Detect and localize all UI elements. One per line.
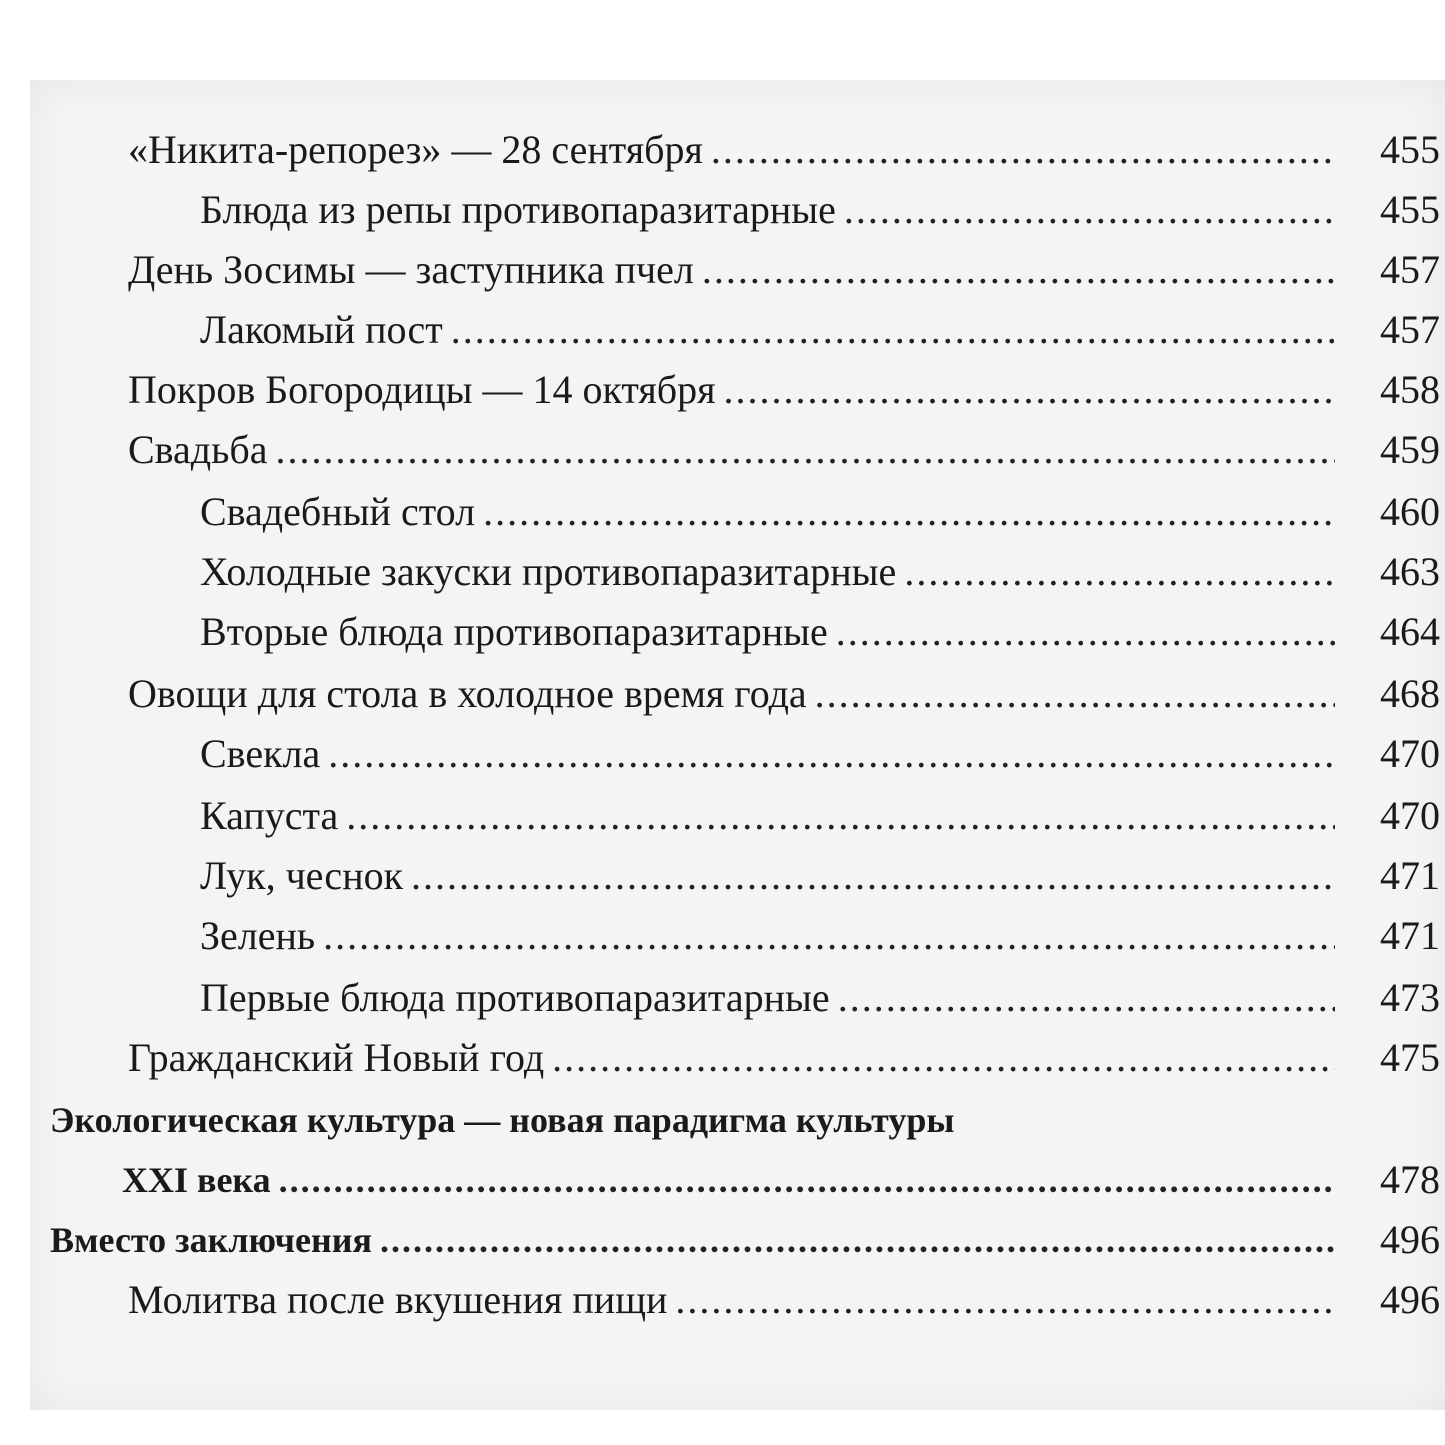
- toc-entry-title: Вместо заключения: [50, 1220, 372, 1260]
- toc-page-number: 496: [1380, 1277, 1440, 1322]
- toc-entry: [30, 542, 1445, 602]
- toc-entry-title: День Зосимы — заступника пчел: [128, 247, 694, 292]
- toc-entry: [30, 482, 1445, 542]
- book-page: [30, 80, 1445, 1410]
- toc-page-number: 458: [1380, 367, 1440, 412]
- leader-dots: [904, 542, 1335, 602]
- toc-page-number: 455: [1380, 127, 1440, 172]
- toc-entry: [30, 1270, 1445, 1330]
- toc-entry-title: Овощи для стола в холодное время года: [128, 671, 807, 716]
- leader-dots: [838, 968, 1335, 1028]
- leader-dots: [411, 846, 1335, 906]
- toc-page-number: 460: [1380, 489, 1440, 534]
- toc-page-number: 475: [1380, 1035, 1440, 1080]
- toc-page-number: 464: [1380, 609, 1440, 654]
- toc-entry-title: Свадьба: [128, 427, 268, 472]
- toc-page-number: 496: [1380, 1217, 1440, 1262]
- toc-page-number: 457: [1380, 247, 1440, 292]
- leader-dots: [815, 664, 1335, 724]
- leader-dots: [836, 602, 1335, 662]
- toc-entry-title: Лакомый пост: [200, 307, 443, 352]
- toc-page-number: 471: [1380, 853, 1440, 898]
- toc-entry: [30, 602, 1445, 662]
- leader-dots: [346, 786, 1335, 846]
- toc-page-number: 459: [1380, 427, 1440, 472]
- leader-dots: [483, 482, 1335, 542]
- toc-entry: [30, 420, 1445, 480]
- toc-page-number: 470: [1380, 731, 1440, 776]
- toc-entry-title: Вторые блюда противопаразитарные: [200, 609, 828, 654]
- toc-page-number: 478: [1380, 1157, 1440, 1202]
- leader-dots: [844, 180, 1335, 240]
- toc-entry-title: Гражданский Новый год: [128, 1035, 545, 1080]
- leader-dots: [276, 420, 1336, 480]
- toc-entry: [30, 180, 1445, 240]
- toc-entry: [30, 120, 1445, 180]
- toc-entry-title: Покров Богородицы — 14 октября: [128, 367, 716, 412]
- toc-entry-title: Блюда из репы противопаразитарные: [200, 187, 836, 232]
- toc-entry: [30, 846, 1445, 906]
- leader-dots: [552, 1028, 1335, 1088]
- toc-entry: [30, 240, 1445, 300]
- toc-page-number: 471: [1380, 913, 1440, 958]
- toc-entry: [30, 968, 1445, 1028]
- toc-entry: [30, 906, 1445, 966]
- leader-dots: [702, 240, 1335, 300]
- toc-page-number: 473: [1380, 975, 1440, 1020]
- leader-dots: [328, 724, 1335, 784]
- toc-page-number: 470: [1380, 793, 1440, 838]
- toc-page-number: 455: [1380, 187, 1440, 232]
- toc-section-title: Экологическая культура — новая парадигма культуры: [50, 1100, 955, 1140]
- leader-dots: [279, 1150, 1335, 1210]
- toc-page-number: 457: [1380, 307, 1440, 352]
- toc-entry-title: Свадебный стол: [200, 489, 476, 534]
- toc-page-number: 463: [1380, 549, 1440, 594]
- toc-page-number: 468: [1380, 671, 1440, 716]
- toc-entry-title: «Никита-репорез» — 28 сентября: [128, 127, 703, 172]
- toc-entry-title: XXI века: [122, 1160, 271, 1200]
- toc-section-entry: [30, 1150, 1445, 1210]
- toc-entry-title: Молитва после вкушения пищи: [128, 1277, 668, 1322]
- toc-entry-title: Холодные закуски противопаразитарные: [200, 549, 897, 594]
- leader-dots: [451, 300, 1335, 360]
- leader-dots: [380, 1210, 1335, 1270]
- toc-entry-title: Капуста: [200, 793, 339, 838]
- toc-entry: [30, 1028, 1445, 1088]
- leader-dots: [675, 1270, 1335, 1330]
- toc-entry: [30, 360, 1445, 420]
- toc-section-entry: [30, 1210, 1445, 1270]
- toc-entry: [30, 664, 1445, 724]
- toc-entry: [30, 786, 1445, 846]
- leader-dots: [323, 906, 1335, 966]
- toc-entry: [30, 724, 1445, 784]
- toc-entry-title: Свекла: [200, 731, 321, 776]
- toc-entry-title: Лук, чеснок: [200, 853, 404, 898]
- toc-section-heading: [30, 1090, 1445, 1150]
- toc-entry-title: Зелень: [200, 913, 316, 958]
- leader-dots: [711, 120, 1335, 180]
- toc-entry-title: Первые блюда противопаразитарные: [200, 975, 830, 1020]
- leader-dots: [723, 360, 1335, 420]
- toc-entry: [30, 300, 1445, 360]
